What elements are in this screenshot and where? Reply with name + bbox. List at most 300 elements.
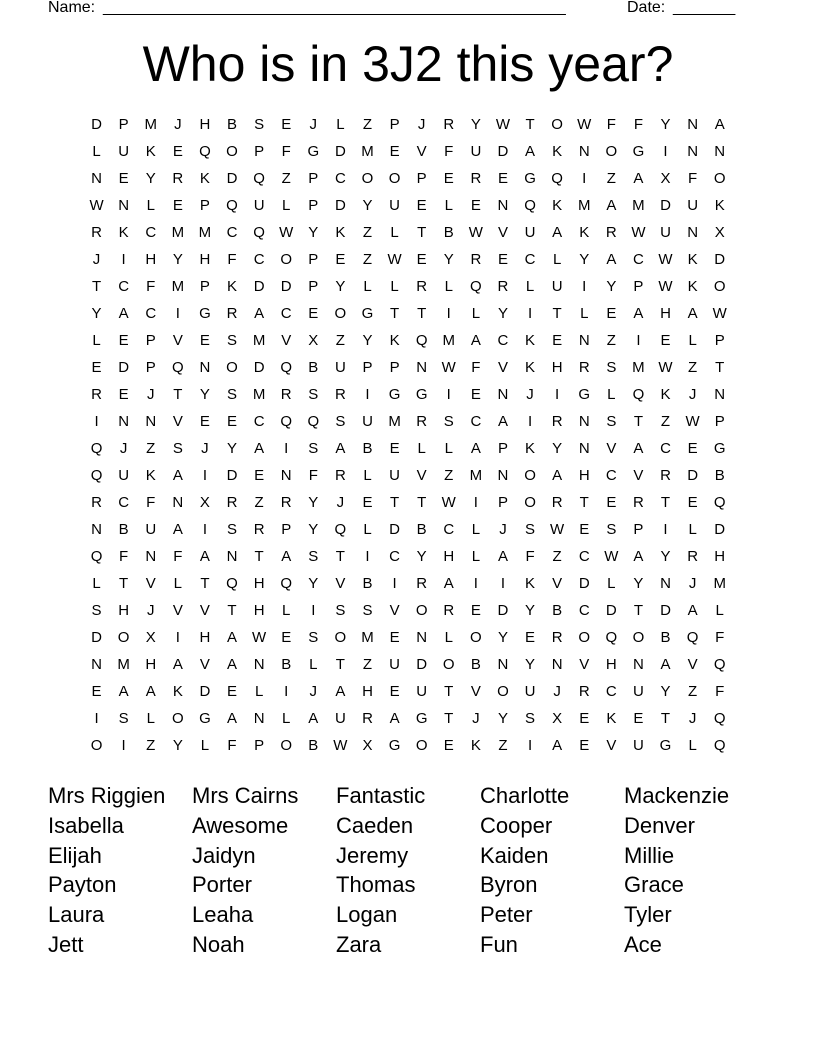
word-list-item: Jaidyn xyxy=(192,842,256,868)
grid-letter: Y xyxy=(660,683,671,700)
grid-letter: R xyxy=(551,494,563,511)
grid-letter: M xyxy=(117,656,130,673)
grid-letter: E xyxy=(362,494,373,511)
grid-letter: L xyxy=(580,305,589,322)
grid-letter: P xyxy=(145,332,156,349)
grid-letter: X xyxy=(714,224,725,241)
grid-letter: S xyxy=(308,629,319,646)
grid-letter: N xyxy=(172,494,184,511)
grid-letter: P xyxy=(497,440,508,457)
grid-letter: Y xyxy=(145,170,156,187)
grid-letter: V xyxy=(687,656,698,673)
grid-letter: C xyxy=(145,224,157,241)
grid-letter: X xyxy=(362,737,373,754)
grid-letter: Q xyxy=(713,710,726,727)
grid-row xyxy=(83,302,733,329)
grid-letter: V xyxy=(416,143,427,160)
grid-letter: S xyxy=(254,116,265,133)
grid-letter: T xyxy=(389,305,400,322)
grid-letter: P xyxy=(199,197,210,214)
grid-letter: B xyxy=(118,521,129,538)
grid-letter: D xyxy=(253,278,265,295)
grid-letter: W xyxy=(441,494,456,511)
grid-letter: N xyxy=(687,143,699,160)
grid-letter: V xyxy=(172,332,183,349)
grid-letter: G xyxy=(388,386,401,403)
grid-letter: E xyxy=(606,494,617,511)
grid-letter: O xyxy=(578,629,591,646)
grid-letter: T xyxy=(525,116,535,133)
grid-letter: R xyxy=(578,683,590,700)
grid-letter: L xyxy=(525,278,535,295)
grid-letter: A xyxy=(443,575,454,592)
grid-letter: K xyxy=(687,278,698,295)
grid-letter: L xyxy=(92,143,101,160)
grid-letter: E xyxy=(308,305,319,322)
grid-letter: M xyxy=(171,224,185,241)
grid-letter: Z xyxy=(606,170,616,187)
grid-letter: Z xyxy=(444,467,454,484)
grid-letter: S xyxy=(227,332,238,349)
grid-letter: A xyxy=(714,116,725,133)
grid-letter: G xyxy=(713,440,726,457)
grid-letter: O xyxy=(605,143,618,160)
grid-letter: Z xyxy=(552,548,562,565)
grid-letter: A xyxy=(606,251,617,268)
grid-letter: R xyxy=(470,251,482,268)
grid-letter: V xyxy=(199,656,210,673)
grid-letter: B xyxy=(714,467,725,484)
grid-letter: D xyxy=(497,143,509,160)
grid-letter: F xyxy=(227,737,237,754)
grid-letter: E xyxy=(633,710,644,727)
grid-letter: W xyxy=(252,629,267,646)
grid-letter: K xyxy=(552,143,563,160)
grid-letter: A xyxy=(227,710,238,727)
grid-letter: A xyxy=(172,467,183,484)
grid-letter: M xyxy=(144,116,157,133)
grid-letter: S xyxy=(308,386,319,403)
word-list-item: Byron xyxy=(480,872,538,898)
grid-letter: Z xyxy=(688,359,698,376)
grid-letter: Q xyxy=(334,521,347,538)
grid-letter: F xyxy=(444,143,454,160)
grid-row xyxy=(83,113,733,140)
grid-letter: N xyxy=(497,467,509,484)
grid-letter: L xyxy=(607,575,616,592)
grid-letter: E xyxy=(443,170,454,187)
grid-letter: A xyxy=(172,521,183,538)
grid-letter: A xyxy=(227,656,238,673)
grid-letter: O xyxy=(117,629,130,646)
grid-letter: V xyxy=(335,575,346,592)
grid-letter: E xyxy=(525,629,536,646)
grid-letter: R xyxy=(443,116,455,133)
grid-letter: Q xyxy=(307,413,320,430)
grid-letter: U xyxy=(687,197,699,214)
grid-letter: C xyxy=(334,170,346,187)
grid-letter: L xyxy=(444,278,453,295)
grid-letter: W xyxy=(658,278,673,295)
grid-letter: T xyxy=(227,602,237,619)
grid-letter: N xyxy=(226,548,238,565)
grid-letter: A xyxy=(552,467,563,484)
grid-letter: P xyxy=(281,521,292,538)
grid-letter: R xyxy=(334,386,346,403)
grid-letter: W xyxy=(685,413,700,430)
grid-letter: R xyxy=(416,575,428,592)
grid-letter: L xyxy=(363,521,372,538)
grid-letter: O xyxy=(415,602,428,619)
grid-letter: L xyxy=(146,710,155,727)
grid-letter: L xyxy=(444,197,453,214)
name-label: Name: xyxy=(48,0,96,16)
grid-letter: V xyxy=(552,575,563,592)
grid-letter: E xyxy=(579,710,590,727)
grid-letter: V xyxy=(145,575,156,592)
grid-letter: A xyxy=(308,710,319,727)
grid-letter: A xyxy=(497,413,508,430)
grid-letter: Q xyxy=(713,737,726,754)
grid-letter: O xyxy=(361,170,374,187)
grid-letter: L xyxy=(688,521,697,538)
grid-letter: U xyxy=(118,143,130,160)
grid-letter: Q xyxy=(171,359,184,376)
grid-letter: K xyxy=(227,278,238,295)
grid-letter: Z xyxy=(362,224,373,241)
grid-letter: U xyxy=(389,467,400,484)
grid-letter: O xyxy=(442,656,455,673)
grid-letter: K xyxy=(552,197,563,214)
grid-letter: A xyxy=(633,548,644,565)
grid-letter: I xyxy=(473,494,478,511)
grid-letter: J xyxy=(336,494,345,511)
grid-row xyxy=(83,626,733,653)
grid-letter: Q xyxy=(226,197,238,214)
grid-letter: P xyxy=(389,116,400,133)
grid-row xyxy=(83,707,733,734)
grid-letter: W xyxy=(333,737,348,754)
grid-letter: B xyxy=(308,359,319,376)
grid-letter: J xyxy=(472,710,480,727)
grid-letter: J xyxy=(688,386,697,403)
grid-letter: T xyxy=(91,278,102,295)
grid-letter: O xyxy=(524,494,536,511)
word-list-item: Noah xyxy=(192,932,245,957)
grid-letter: H xyxy=(551,359,563,376)
grid-row xyxy=(83,140,733,167)
grid-letter: D xyxy=(253,359,265,376)
grid-letter: A xyxy=(470,440,481,457)
grid-letter: C xyxy=(470,413,482,430)
grid-letter: A xyxy=(687,602,698,619)
grid-letter: T xyxy=(417,494,427,511)
grid-letter: R xyxy=(91,386,102,403)
grid-letter: A xyxy=(660,656,671,673)
grid-letter: E xyxy=(172,197,183,214)
grid-letter: M xyxy=(632,359,645,376)
grid-letter: E xyxy=(281,116,292,133)
grid-row xyxy=(83,275,733,302)
grid-letter: V xyxy=(470,683,481,700)
grid-letter: E xyxy=(389,440,400,457)
grid-letter: P xyxy=(308,170,319,187)
grid-letter: W xyxy=(441,359,456,376)
grid-letter: M xyxy=(577,197,591,214)
grid-letter: U xyxy=(118,467,130,484)
grid-row xyxy=(83,356,733,383)
grid-letter: C xyxy=(389,548,400,565)
grid-letter: N xyxy=(91,656,102,673)
grid-letter: K xyxy=(118,224,129,241)
grid-letter: E xyxy=(254,467,265,484)
grid-letter: I xyxy=(284,683,289,700)
grid-letter: P xyxy=(254,737,265,754)
grid-letter: I xyxy=(446,386,451,403)
grid-letter: A xyxy=(470,332,481,349)
grid-letter: O xyxy=(524,467,536,484)
grid-letter: L xyxy=(715,602,724,619)
grid-letter: Y xyxy=(416,548,427,565)
grid-letter: A xyxy=(633,305,644,322)
grid-letter: L xyxy=(173,575,182,592)
grid-letter: N xyxy=(578,413,590,430)
grid-letter: Q xyxy=(524,197,536,214)
grid-letter: R xyxy=(633,494,644,511)
grid-letter: Z xyxy=(660,413,671,430)
grid-letter: Y xyxy=(335,278,346,295)
grid-letter: P xyxy=(308,278,319,295)
grid-letter: D xyxy=(226,467,238,484)
grid-letter: U xyxy=(362,413,373,430)
grid-letter: K xyxy=(687,251,698,268)
grid-letter: S xyxy=(227,386,238,403)
grid-letter: O xyxy=(226,359,238,376)
date-label: Date: xyxy=(627,0,666,16)
grid-letter: C xyxy=(118,278,130,295)
grid-row xyxy=(83,518,733,545)
grid-letter: W xyxy=(658,251,673,268)
grid-letter: Q xyxy=(551,170,563,187)
grid-letter: D xyxy=(687,467,699,484)
grid-letter: V xyxy=(416,467,427,484)
grid-letter: E xyxy=(416,197,427,214)
grid-letter: L xyxy=(688,332,697,349)
grid-letter: K xyxy=(389,332,400,349)
grid-letter: F xyxy=(308,467,318,484)
grid-letter: T xyxy=(444,710,454,727)
grid-letter: R xyxy=(470,170,482,187)
grid-letter: U xyxy=(551,278,563,295)
grid-letter: L xyxy=(336,116,345,133)
grid-letter: E xyxy=(579,521,590,538)
grid-letter: E xyxy=(552,332,563,349)
grid-letter: T xyxy=(552,305,562,322)
grid-letter: J xyxy=(201,440,209,457)
grid-letter: O xyxy=(90,737,103,754)
grid-letter: Q xyxy=(713,656,726,673)
grid-letter: B xyxy=(281,656,292,673)
grid-letter: E xyxy=(579,737,590,754)
grid-letter: T xyxy=(335,656,345,673)
grid-letter: Y xyxy=(525,656,536,673)
grid-letter: D xyxy=(416,656,428,673)
grid-row xyxy=(83,599,733,626)
grid-letter: R xyxy=(91,494,102,511)
grid-letter: N xyxy=(660,575,671,592)
grid-letter: F xyxy=(146,278,156,295)
grid-letter: L xyxy=(282,710,291,727)
grid-letter: N xyxy=(714,143,726,160)
grid-letter: Y xyxy=(497,629,508,646)
grid-letter: E xyxy=(118,170,129,187)
grid-letter: U xyxy=(633,737,644,754)
grid-letter: P xyxy=(389,359,400,376)
grid-letter: F xyxy=(715,629,725,646)
grid-letter: R xyxy=(280,494,292,511)
word-list-item: Charlotte xyxy=(480,783,570,808)
grid-letter: H xyxy=(253,575,265,592)
grid-letter: T xyxy=(660,494,671,511)
grid-letter: Z xyxy=(335,332,345,349)
grid-letter: Y xyxy=(660,548,671,565)
name-field-line: ____________________________________________________ xyxy=(103,0,566,16)
grid-letter: W xyxy=(658,359,673,376)
grid-letter: Q xyxy=(470,278,482,295)
grid-row xyxy=(83,410,733,437)
grid-letter: P xyxy=(308,251,319,268)
grid-letter: H xyxy=(605,656,617,673)
grid-letter: G xyxy=(524,170,536,187)
grid-letter: T xyxy=(200,575,210,592)
grid-letter: Y xyxy=(497,305,508,322)
grid-row xyxy=(83,194,733,221)
grid-letter: E xyxy=(335,251,346,268)
grid-letter: N xyxy=(145,413,157,430)
grid-letter: J xyxy=(174,116,182,133)
grid-letter: T xyxy=(715,359,725,376)
grid-letter: Y xyxy=(172,737,183,754)
word-list-item: Grace xyxy=(624,872,684,898)
grid-letter: H xyxy=(578,467,590,484)
grid-letter: N xyxy=(416,359,428,376)
grid-letter: J xyxy=(688,710,697,727)
grid-letter: O xyxy=(280,737,293,754)
grid-letter: Z xyxy=(498,737,508,754)
word-list-item: Laura xyxy=(48,902,105,928)
grid-letter: Q xyxy=(253,170,265,187)
grid-letter: N xyxy=(145,548,157,565)
grid-letter: T xyxy=(633,602,643,619)
grid-letter: Q xyxy=(226,575,238,592)
grid-letter: L xyxy=(200,737,210,754)
grid-letter: E xyxy=(172,143,183,160)
grid-letter: U xyxy=(389,197,400,214)
grid-letter: O xyxy=(415,737,428,754)
grid-letter: I xyxy=(582,170,587,187)
grid-letter: D xyxy=(91,629,102,646)
grid-letter: X xyxy=(552,710,563,727)
grid-letter: E xyxy=(497,170,508,187)
word-list-item: Caeden xyxy=(336,812,414,838)
grid-letter: U xyxy=(524,683,536,700)
grid-letter: E xyxy=(389,683,400,700)
grid-letter: L xyxy=(363,467,372,484)
grid-letter: F xyxy=(281,143,291,160)
grid-letter: R xyxy=(172,170,184,187)
grid-letter: R xyxy=(551,413,563,430)
grid-letter: V xyxy=(579,656,590,673)
grid-letter: O xyxy=(334,305,347,322)
grid-letter: N xyxy=(551,656,563,673)
grid-letter: L xyxy=(688,737,697,754)
grid-letter: E xyxy=(443,737,454,754)
grid-letter: T xyxy=(335,548,345,565)
grid-letter: S xyxy=(335,413,346,430)
grid-letter: N xyxy=(118,413,130,430)
word-search-grid xyxy=(83,113,733,761)
grid-letter: Y xyxy=(660,116,671,133)
grid-letter: D xyxy=(199,683,211,700)
grid-letter: J xyxy=(688,575,697,592)
grid-letter: R xyxy=(334,467,346,484)
grid-letter: S xyxy=(606,413,617,430)
grid-letter: A xyxy=(552,224,563,241)
grid-letter: P xyxy=(362,359,373,376)
grid-row xyxy=(83,734,733,761)
grid-letter: L xyxy=(254,683,264,700)
grid-letter: N xyxy=(578,440,590,457)
grid-letter: C xyxy=(253,413,265,430)
grid-letter: L xyxy=(146,197,155,214)
grid-letter: I xyxy=(284,440,289,457)
grid-letter: D xyxy=(389,521,400,538)
grid-letter: V xyxy=(497,359,508,376)
grid-letter: J xyxy=(92,251,101,268)
grid-letter: I xyxy=(663,521,668,538)
grid-letter: A xyxy=(254,440,265,457)
grid-letter: J xyxy=(526,386,534,403)
grid-letter: Y xyxy=(199,386,210,403)
grid-letter: T xyxy=(660,710,671,727)
grid-letter: A xyxy=(389,710,400,727)
grid-letter: E xyxy=(389,629,400,646)
grid-letter: I xyxy=(446,305,451,322)
grid-letter: N xyxy=(118,197,130,214)
grid-letter: F xyxy=(119,548,129,565)
grid-letter: K xyxy=(606,710,617,727)
grid-letter: N xyxy=(497,197,509,214)
grid-letter: K xyxy=(335,224,346,241)
grid-letter: A xyxy=(633,440,644,457)
word-list-item: Tyler xyxy=(624,902,672,928)
grid-letter: Q xyxy=(415,332,428,349)
grid-letter: K xyxy=(172,683,183,700)
grid-letter: L xyxy=(417,440,426,457)
grid-letter: S xyxy=(118,710,129,727)
grid-letter: B xyxy=(362,440,373,457)
grid-letter: I xyxy=(175,629,180,646)
grid-letter: X xyxy=(145,629,156,646)
grid-letter: C xyxy=(443,521,455,538)
grid-letter: M xyxy=(632,197,645,214)
grid-letter: T xyxy=(633,413,643,430)
grid-letter: I xyxy=(202,467,207,484)
grid-row xyxy=(83,167,733,194)
grid-letter: Y xyxy=(470,116,481,133)
word-list-item: Awesome xyxy=(192,812,289,838)
grid-letter: I xyxy=(365,548,370,565)
